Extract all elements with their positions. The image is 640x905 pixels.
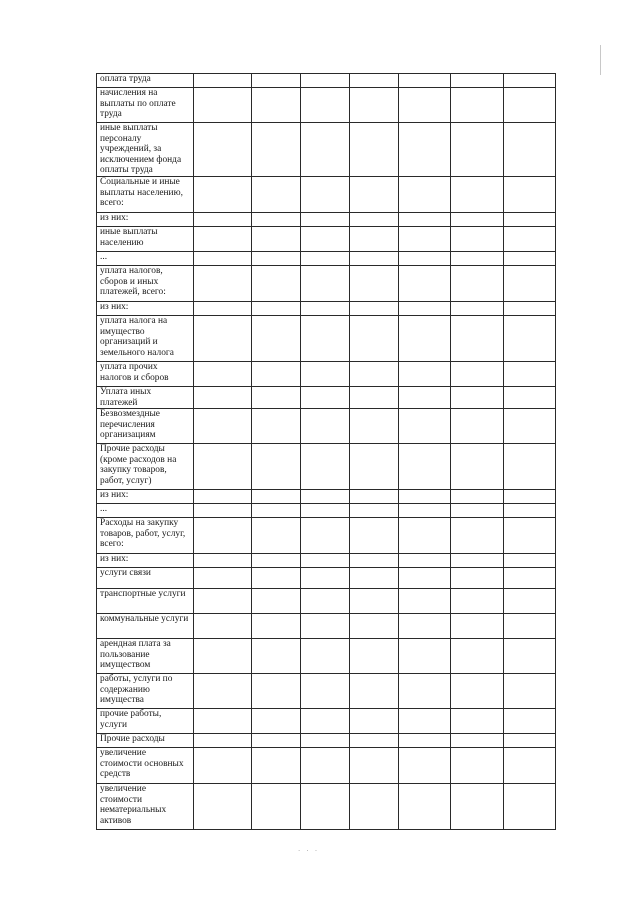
- table-cell: [194, 315, 252, 361]
- table-cell: [301, 589, 350, 614]
- table-row: [97, 589, 556, 614]
- table-cell: [301, 490, 350, 504]
- table-row: [97, 212, 556, 226]
- table-cell: [399, 639, 451, 674]
- row-label: Расходы на закупку товаров, работ, услуг, всего:: [97, 518, 194, 554]
- table-cell: [504, 409, 556, 444]
- row-label: уплата налога на имущество организаций и земельного налога: [97, 315, 194, 361]
- table-cell: [350, 639, 399, 674]
- table-cell: [399, 589, 451, 614]
- table-cell: [252, 301, 301, 315]
- table-row: [97, 265, 556, 301]
- table-cell: [194, 176, 252, 212]
- table-cell: [399, 490, 451, 504]
- table-row: [97, 88, 556, 123]
- table-cell: [451, 589, 504, 614]
- table-cell: [350, 386, 399, 408]
- row-label: начисления на выплаты по оплате труда: [97, 88, 194, 123]
- table-row: [97, 386, 556, 408]
- table-cell: [194, 639, 252, 674]
- table-cell: [194, 490, 252, 504]
- table-cell: [194, 614, 252, 639]
- table-cell: [252, 734, 301, 748]
- table-cell: [350, 88, 399, 123]
- table-cell: [252, 444, 301, 490]
- table-cell: [399, 212, 451, 226]
- table-cell: [252, 409, 301, 444]
- table-cell: [194, 386, 252, 408]
- table-cell: [301, 88, 350, 123]
- table-cell: [194, 212, 252, 226]
- table-cell: [350, 490, 399, 504]
- table-cell: [252, 251, 301, 265]
- table-cell: [252, 176, 301, 212]
- table-row: [97, 409, 556, 444]
- table-cell: [451, 709, 504, 734]
- row-label: из них:: [97, 554, 194, 568]
- table-row: [97, 614, 556, 639]
- table-cell: [301, 123, 350, 177]
- table-row: [97, 226, 556, 251]
- table-cell: [252, 784, 301, 830]
- table-cell: [350, 74, 399, 88]
- table-cell: [504, 589, 556, 614]
- table-cell: [252, 748, 301, 784]
- row-label: оплата труда: [97, 74, 194, 88]
- table-cell: [399, 301, 451, 315]
- table-cell: [252, 74, 301, 88]
- table-cell: [252, 265, 301, 301]
- table-cell: [451, 748, 504, 784]
- table-cell: [504, 74, 556, 88]
- page-footer-mark: · · ·: [298, 847, 320, 855]
- table-cell: [451, 226, 504, 251]
- table-cell: [350, 709, 399, 734]
- table-cell: [399, 784, 451, 830]
- table-cell: [301, 361, 350, 386]
- table-cell: [451, 734, 504, 748]
- table-cell: [194, 74, 252, 88]
- table-cell: [252, 614, 301, 639]
- row-label: услуги связи: [97, 568, 194, 589]
- table-cell: [504, 176, 556, 212]
- row-label: Социальные и иные выплаты населению, всего:: [97, 176, 194, 212]
- table-row: [97, 674, 556, 709]
- table-cell: [301, 674, 350, 709]
- table-row: [97, 518, 556, 554]
- table-cell: [399, 226, 451, 251]
- table-cell: [451, 386, 504, 408]
- table-cell: [504, 361, 556, 386]
- table-cell: [252, 554, 301, 568]
- table-cell: [350, 409, 399, 444]
- table-cell: [504, 444, 556, 490]
- table-cell: [252, 709, 301, 734]
- table-cell: [301, 748, 350, 784]
- table-cell: [504, 315, 556, 361]
- row-label: увеличение стоимости основных средств: [97, 748, 194, 784]
- row-label: иные выплаты населению: [97, 226, 194, 251]
- table-cell: [350, 361, 399, 386]
- table-cell: [350, 226, 399, 251]
- table-cell: [504, 674, 556, 709]
- table-row: [97, 444, 556, 490]
- table-cell: [350, 265, 399, 301]
- table-cell: [399, 674, 451, 709]
- table-row: [97, 251, 556, 265]
- table-cell: [301, 444, 350, 490]
- table-cell: [399, 251, 451, 265]
- table-cell: [451, 614, 504, 639]
- table-row: [97, 361, 556, 386]
- row-label: Безвозмездные перечисления организациям: [97, 409, 194, 444]
- table-cell: [301, 315, 350, 361]
- table-cell: [252, 123, 301, 177]
- row-label: работы, услуги по содержанию имущества: [97, 674, 194, 709]
- table-cell: [194, 784, 252, 830]
- table-cell: [451, 554, 504, 568]
- table-cell: [194, 361, 252, 386]
- table-body: [97, 74, 556, 830]
- table-cell: [504, 251, 556, 265]
- table-cell: [451, 518, 504, 554]
- table-cell: [301, 504, 350, 518]
- table-cell: [350, 554, 399, 568]
- table-cell: [194, 409, 252, 444]
- table-cell: [301, 226, 350, 251]
- table-cell: [399, 709, 451, 734]
- table-cell: [194, 265, 252, 301]
- table-cell: [301, 568, 350, 589]
- table-cell: [451, 265, 504, 301]
- table-cell: [399, 518, 451, 554]
- table-cell: [350, 568, 399, 589]
- table-cell: [194, 554, 252, 568]
- table-row: [97, 748, 556, 784]
- table-cell: [194, 734, 252, 748]
- table-cell: [301, 709, 350, 734]
- table-row: [97, 784, 556, 830]
- table-cell: [504, 88, 556, 123]
- expense-table: [96, 73, 556, 830]
- table-cell: [194, 748, 252, 784]
- table-row: [97, 568, 556, 589]
- table-cell: [399, 734, 451, 748]
- row-label: Прочие расходы (кроме расходов на закупку товаров, работ, услуг): [97, 444, 194, 490]
- scan-edge-mark: [600, 45, 601, 75]
- table-cell: [194, 589, 252, 614]
- table-cell: [451, 315, 504, 361]
- table-cell: [194, 88, 252, 123]
- table-cell: [301, 74, 350, 88]
- table-cell: [504, 504, 556, 518]
- table-row: [97, 123, 556, 177]
- row-label: уплата прочих налогов и сборов: [97, 361, 194, 386]
- table-cell: [350, 518, 399, 554]
- table-row: [97, 709, 556, 734]
- table-cell: [451, 409, 504, 444]
- table-cell: [451, 674, 504, 709]
- table-cell: [252, 504, 301, 518]
- row-label: из них:: [97, 212, 194, 226]
- table-cell: [194, 518, 252, 554]
- table-cell: [301, 784, 350, 830]
- table-cell: [301, 409, 350, 444]
- table-cell: [504, 226, 556, 251]
- table-cell: [350, 444, 399, 490]
- table-cell: [399, 409, 451, 444]
- table-cell: [399, 748, 451, 784]
- table-cell: [194, 444, 252, 490]
- table-cell: [451, 88, 504, 123]
- table-cell: [350, 614, 399, 639]
- table-cell: [504, 490, 556, 504]
- table-cell: [252, 589, 301, 614]
- table-cell: [194, 504, 252, 518]
- table-cell: [504, 123, 556, 177]
- row-label: иные выплаты персоналу учреждений, за исключением фонда оплаты труда: [97, 123, 194, 177]
- table-cell: [399, 123, 451, 177]
- table-cell: [350, 301, 399, 315]
- table-cell: [399, 176, 451, 212]
- row-label: арендная плата за пользование имуществом: [97, 639, 194, 674]
- table-row: [97, 301, 556, 315]
- table-cell: [451, 568, 504, 589]
- table-cell: [301, 386, 350, 408]
- table-cell: [399, 614, 451, 639]
- table-cell: [350, 176, 399, 212]
- table-cell: [252, 361, 301, 386]
- table-cell: [451, 74, 504, 88]
- row-label: из них:: [97, 301, 194, 315]
- table-cell: [301, 176, 350, 212]
- table-cell: [399, 554, 451, 568]
- row-label: Уплата иных платежей: [97, 386, 194, 408]
- row-label: транспортные услуги: [97, 589, 194, 614]
- table-cell: [350, 123, 399, 177]
- row-label: ...: [97, 251, 194, 265]
- table-cell: [504, 265, 556, 301]
- table-row: [97, 176, 556, 212]
- table-cell: [399, 88, 451, 123]
- table-cell: [194, 226, 252, 251]
- table-cell: [451, 301, 504, 315]
- table-cell: [252, 639, 301, 674]
- table-cell: [301, 554, 350, 568]
- table-cell: [301, 301, 350, 315]
- table-cell: [301, 265, 350, 301]
- table-cell: [350, 251, 399, 265]
- table-cell: [350, 748, 399, 784]
- row-label: уплата налогов, сборов и иных платежей, всего:: [97, 265, 194, 301]
- table-cell: [504, 301, 556, 315]
- table-cell: [451, 251, 504, 265]
- row-label: прочие работы, услуги: [97, 709, 194, 734]
- table-cell: [399, 265, 451, 301]
- table-cell: [451, 444, 504, 490]
- row-label: коммунальные услуги: [97, 614, 194, 639]
- table-row: [97, 639, 556, 674]
- table-cell: [504, 709, 556, 734]
- table-cell: [350, 315, 399, 361]
- table-cell: [194, 123, 252, 177]
- table-cell: [504, 639, 556, 674]
- table-cell: [504, 518, 556, 554]
- table-cell: [252, 568, 301, 589]
- table-cell: [252, 212, 301, 226]
- table-cell: [194, 709, 252, 734]
- table-cell: [194, 251, 252, 265]
- table-cell: [504, 386, 556, 408]
- table-cell: [252, 386, 301, 408]
- table-cell: [451, 361, 504, 386]
- table-cell: [350, 784, 399, 830]
- table-cell: [301, 734, 350, 748]
- table-cell: [504, 784, 556, 830]
- table-cell: [301, 212, 350, 226]
- table-cell: [194, 568, 252, 589]
- table-row: [97, 74, 556, 88]
- table-cell: [350, 674, 399, 709]
- table-cell: [301, 639, 350, 674]
- table-cell: [350, 734, 399, 748]
- table-cell: [399, 504, 451, 518]
- table-cell: [399, 568, 451, 589]
- table-cell: [504, 554, 556, 568]
- table-cell: [252, 674, 301, 709]
- table-cell: [399, 444, 451, 490]
- table-cell: [252, 315, 301, 361]
- table-row: [97, 315, 556, 361]
- table-cell: [451, 123, 504, 177]
- table-cell: [399, 74, 451, 88]
- table-cell: [504, 568, 556, 589]
- table-cell: [252, 88, 301, 123]
- table-cell: [194, 301, 252, 315]
- table-cell: [451, 490, 504, 504]
- row-label: из них:: [97, 490, 194, 504]
- table-row: [97, 734, 556, 748]
- row-label: ...: [97, 504, 194, 518]
- table-cell: [451, 504, 504, 518]
- table-cell: [399, 315, 451, 361]
- table-cell: [451, 639, 504, 674]
- table-row: [97, 490, 556, 504]
- table-cell: [252, 490, 301, 504]
- table-cell: [451, 212, 504, 226]
- row-label: Прочие расходы: [97, 734, 194, 748]
- table-cell: [504, 734, 556, 748]
- table-cell: [252, 226, 301, 251]
- table-cell: [399, 361, 451, 386]
- row-label: увеличение стоимости нематериальных активов: [97, 784, 194, 830]
- table-cell: [350, 589, 399, 614]
- table-cell: [504, 748, 556, 784]
- table-cell: [301, 614, 350, 639]
- table-row: [97, 554, 556, 568]
- table-cell: [451, 784, 504, 830]
- table-cell: [504, 212, 556, 226]
- table-cell: [301, 518, 350, 554]
- table-row: [97, 504, 556, 518]
- table-cell: [252, 518, 301, 554]
- table-cell: [194, 674, 252, 709]
- table-cell: [301, 251, 350, 265]
- table-cell: [504, 614, 556, 639]
- table-cell: [399, 386, 451, 408]
- table-cell: [451, 176, 504, 212]
- table-cell: [350, 504, 399, 518]
- table-cell: [350, 212, 399, 226]
